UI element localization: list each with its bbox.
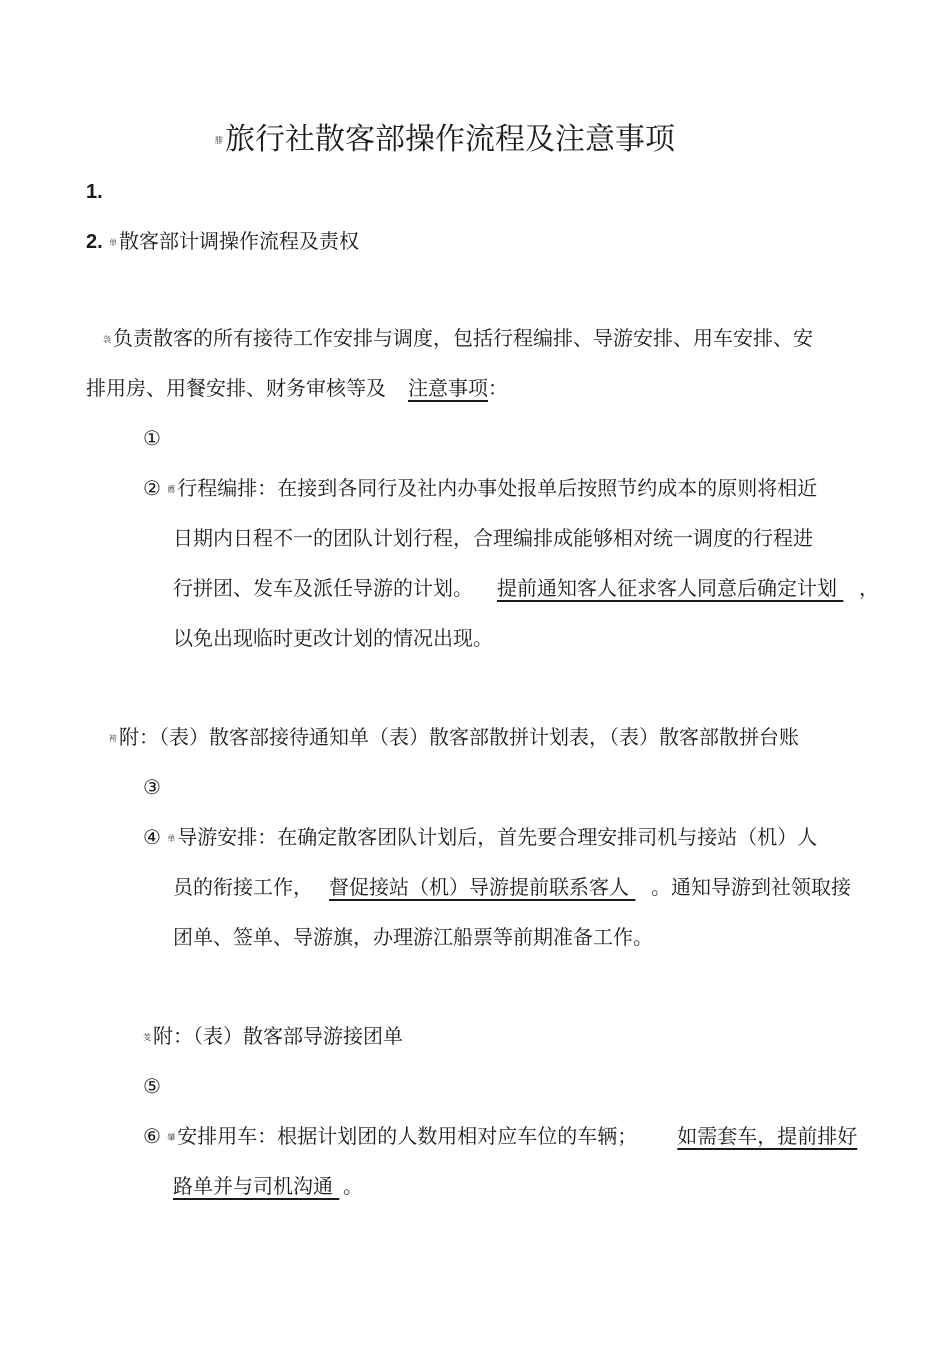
item-2-line-3-text: 行拼团、发车及派任导游的计划。: [173, 576, 473, 600]
item-6-line-2: [173, 1176, 363, 1196]
item-2-line-4: 以免出现临时更改计划的情况出现。: [173, 626, 493, 650]
heading-2-mark: 单: [109, 237, 118, 247]
item-2-line-1: [143, 478, 817, 498]
heading-2-text: 散客部计调操作流程及责权: [119, 229, 360, 253]
attachment-2-text: 附：（表）散客部导游接团单: [153, 1024, 403, 1048]
item-4-line-1-text: 导游安排：在确定散客团队计划后，首先要合理安排司机与接站（机）人: [177, 825, 818, 849]
item-2-line-3: [173, 578, 879, 598]
item-4-line-1: [143, 827, 817, 847]
item-5-marker: ⑤: [143, 1074, 161, 1098]
item-2-line-2: 日期内日程不一的团队计划行程，合理编排成能够相对统一调度的行程进: [173, 526, 813, 550]
attachment-1-mark: 袴: [109, 733, 117, 743]
heading-2: [86, 231, 359, 252]
intro-line-2-text: 排用房、用餐安排、财务审核等及: [86, 376, 386, 400]
item-6-underlined-text-1: 如需套车，提前排好: [677, 1124, 858, 1148]
intro-line-1-text: 负责散客的所有接待工作安排与调度，包括行程编排、导游安排、用车安排、安: [113, 326, 813, 350]
item-4-line-3: 团单、签单、导游旗，办理游江船票等前期准备工作。: [173, 925, 653, 949]
attachment-2-mark: 芰: [143, 1032, 151, 1042]
item-2-line-1-text: 行程编排：在接到各同行及社内办事处报单后按照节约成本的原则将相近: [177, 476, 818, 500]
item-6-mark: 肇: [167, 1132, 176, 1142]
attachment-1-text: 附：（表）散客部接待通知单（表）散客部散拼计划表，（表）散客部散拼台账: [119, 725, 799, 749]
heading-2-number: 2.: [86, 231, 103, 253]
intro-underlined-text: 注意事项: [408, 376, 488, 400]
intro-line-2-end: ：: [488, 376, 508, 400]
item-6-marker: ⑥: [143, 1124, 161, 1148]
item-1-marker: ①: [143, 426, 161, 450]
item-6-line-1: [143, 1126, 857, 1146]
page-title: [215, 122, 675, 157]
title-mark: 腓: [215, 135, 223, 145]
heading-1-number: 1.: [86, 181, 103, 203]
item-4-line-2-text: 员的衔接工作，: [173, 875, 313, 899]
item-3-marker: ③: [143, 775, 161, 799]
item-6-underlined-text-2: 路单并与司机沟通: [173, 1174, 333, 1198]
item-2-underlined-text: 提前通知客人征求客人同意后确定计划: [497, 576, 837, 600]
item-4-line-2-end: 。通知导游到社领取接: [651, 875, 851, 899]
intro-mark: 袅: [103, 334, 111, 344]
item-4-underlined-text: 督促接站（机）导游提前联系客人: [329, 875, 629, 899]
item-2-marker: ②: [143, 476, 161, 500]
item-2-line-3-end: ，: [859, 576, 879, 600]
item-4-line-2: [173, 877, 851, 897]
attachment-1: [109, 727, 799, 747]
item-6-line-1-text: 安排用车：根据计划团的人数用相对应车位的车辆；: [177, 1124, 638, 1148]
title-text: 旅行社散客部操作流程及注意事项: [225, 122, 675, 157]
item-4-marker: ④: [143, 825, 161, 849]
item-6-line-2-end: 。: [343, 1174, 363, 1198]
attachment-2: [143, 1026, 403, 1046]
intro-line-2: [86, 378, 508, 398]
item-4-mark: 单: [167, 833, 176, 843]
item-2-mark: 薦: [167, 484, 176, 494]
intro-line-1: [103, 328, 813, 348]
